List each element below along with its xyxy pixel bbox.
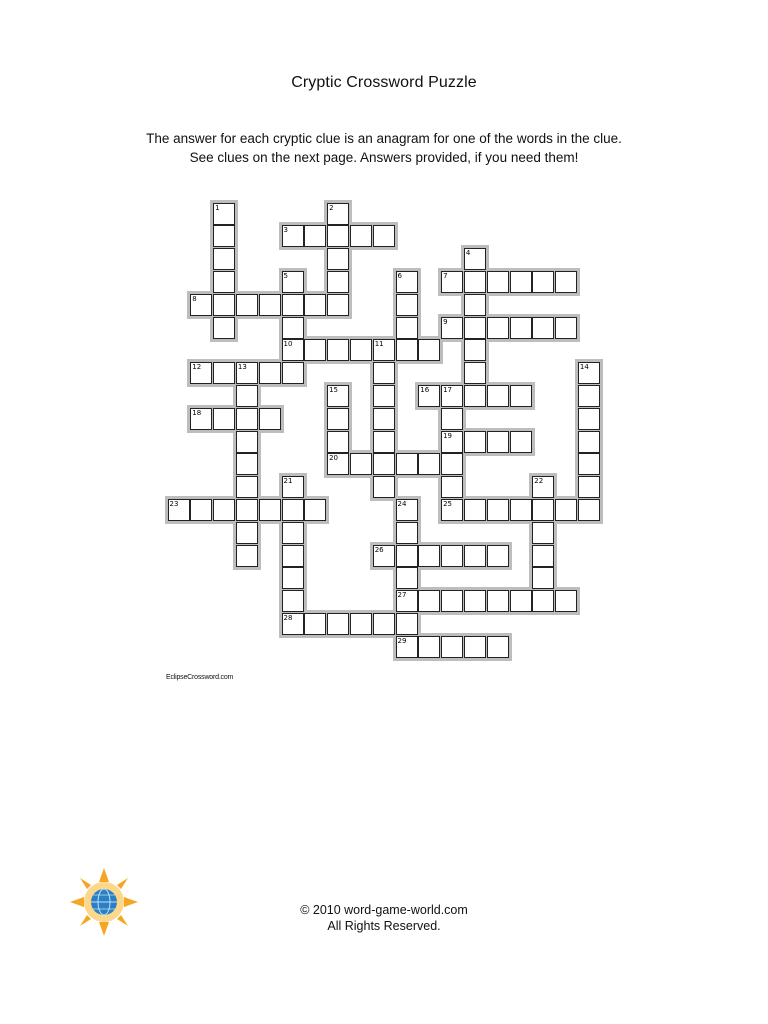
grid-cell[interactable] <box>464 385 486 407</box>
grid-cell[interactable] <box>327 339 349 361</box>
clue-number: 4 <box>465 249 471 258</box>
clue-number: 5 <box>283 271 288 280</box>
clue-number: 2 <box>329 203 334 212</box>
grid-cell[interactable] <box>259 499 281 521</box>
grid-cell[interactable] <box>350 453 372 475</box>
grid-cell[interactable] <box>236 499 258 521</box>
grid-cell[interactable] <box>327 613 349 635</box>
grid-cell[interactable] <box>441 636 463 658</box>
clue-number: 26 <box>374 545 384 554</box>
grid-cell[interactable] <box>259 294 281 316</box>
rights-text: All Rights Reserved. <box>327 919 441 933</box>
grid-cell[interactable] <box>327 408 349 430</box>
grid-cell[interactable] <box>464 317 486 339</box>
grid-cell[interactable] <box>236 476 258 498</box>
world-globe-icon <box>70 868 138 936</box>
grid-cell[interactable] <box>532 317 554 339</box>
footer <box>284 902 484 934</box>
grid-cell[interactable] <box>304 225 326 247</box>
grid-cell[interactable] <box>327 225 349 247</box>
grid-cell[interactable] <box>282 294 304 316</box>
source-label: EclipseCrossword.com <box>166 674 234 681</box>
grid-cell[interactable] <box>418 453 440 475</box>
grid-cell[interactable] <box>555 317 577 339</box>
grid-cell[interactable] <box>532 522 554 544</box>
grid-cell[interactable] <box>464 362 486 384</box>
grid-cell[interactable] <box>396 339 418 361</box>
clue-number: 11 <box>374 340 384 349</box>
instructions-line-2: See clues on the next page. Answers provided, if you need them! <box>189 150 579 165</box>
grid-cell[interactable] <box>396 453 418 475</box>
grid-cell[interactable] <box>213 248 235 270</box>
grid-cell[interactable] <box>441 476 463 498</box>
grid-cell[interactable] <box>236 408 258 430</box>
grid-cell[interactable] <box>578 431 600 453</box>
grid-cell[interactable] <box>487 636 509 658</box>
clue-number: 7 <box>443 271 448 280</box>
grid-cell[interactable] <box>236 522 258 544</box>
clue-number: 12 <box>192 363 202 372</box>
grid-cell[interactable] <box>236 294 258 316</box>
clue-number: 22 <box>534 477 544 486</box>
grid-cell[interactable] <box>487 271 509 293</box>
clue-number: 17 <box>443 385 453 394</box>
grid-cell[interactable] <box>373 362 395 384</box>
grid-cell[interactable] <box>236 453 258 475</box>
grid-cell[interactable] <box>373 225 395 247</box>
grid-cell[interactable] <box>213 317 235 339</box>
grid-cell[interactable] <box>373 408 395 430</box>
clue-number: 19 <box>443 431 453 440</box>
clue-number: 27 <box>397 591 407 600</box>
grid-cell[interactable] <box>213 499 235 521</box>
grid-cell[interactable] <box>282 567 304 589</box>
grid-cell[interactable] <box>236 431 258 453</box>
grid-cell[interactable] <box>418 590 440 612</box>
grid-cell[interactable] <box>373 453 395 475</box>
grid-cell[interactable] <box>213 408 235 430</box>
grid-cell[interactable] <box>464 499 486 521</box>
grid-cell[interactable] <box>259 408 281 430</box>
grid-cell[interactable] <box>510 590 532 612</box>
grid-cell[interactable] <box>487 590 509 612</box>
page-title: Cryptic Crossword Puzzle <box>291 74 477 91</box>
grid-cell[interactable] <box>213 294 235 316</box>
grid-cell[interactable] <box>464 339 486 361</box>
grid-cell[interactable] <box>510 431 532 453</box>
grid-cell[interactable] <box>510 271 532 293</box>
grid-cell[interactable] <box>532 590 554 612</box>
grid-cell[interactable] <box>327 271 349 293</box>
clue-number: 18 <box>192 408 202 417</box>
grid-cell[interactable] <box>555 590 577 612</box>
grid-cell[interactable] <box>532 499 554 521</box>
grid-cell[interactable] <box>532 567 554 589</box>
grid-cell[interactable] <box>578 453 600 475</box>
grid-cell[interactable] <box>304 339 326 361</box>
grid-cell[interactable] <box>236 545 258 567</box>
clue-number: 10 <box>283 340 293 349</box>
grid-cell[interactable] <box>532 545 554 567</box>
clue-number: 16 <box>420 385 430 394</box>
grid-cell[interactable] <box>396 317 418 339</box>
clue-number: 25 <box>443 499 453 508</box>
grid-cell[interactable] <box>464 271 486 293</box>
clue-number: 23 <box>169 499 179 508</box>
grid-cell[interactable] <box>350 225 372 247</box>
grid-cell[interactable] <box>327 294 349 316</box>
grid-cell[interactable] <box>510 385 532 407</box>
grid-cell[interactable] <box>487 317 509 339</box>
grid-cell[interactable] <box>418 636 440 658</box>
clue-number: 24 <box>397 499 407 508</box>
grid-cell[interactable] <box>396 567 418 589</box>
grid-cell[interactable] <box>510 499 532 521</box>
grid-cell[interactable] <box>304 294 326 316</box>
grid-cell[interactable] <box>282 499 304 521</box>
grid-cell[interactable] <box>213 271 235 293</box>
grid-cell[interactable] <box>213 362 235 384</box>
grid-cell[interactable] <box>441 408 463 430</box>
grid-cell[interactable] <box>555 271 577 293</box>
grid-cell[interactable] <box>396 545 418 567</box>
grid-cell[interactable] <box>373 476 395 498</box>
grid-cell[interactable] <box>350 339 372 361</box>
grid-cell[interactable] <box>396 613 418 635</box>
grid-cell[interactable] <box>487 431 509 453</box>
grid-cell[interactable] <box>578 408 600 430</box>
grid-cell[interactable] <box>282 362 304 384</box>
grid-cell[interactable] <box>441 590 463 612</box>
grid-cell[interactable] <box>259 362 281 384</box>
grid-cell[interactable] <box>327 248 349 270</box>
grid-cell[interactable] <box>487 385 509 407</box>
grid-cell[interactable] <box>327 431 349 453</box>
clue-number: 9 <box>443 317 448 326</box>
grid-cell[interactable] <box>464 545 486 567</box>
clue-number: 13 <box>237 363 247 372</box>
grid-cell[interactable] <box>418 545 440 567</box>
clue-number: 1 <box>215 203 220 212</box>
grid-cell[interactable] <box>418 339 440 361</box>
grid-cell[interactable] <box>464 294 486 316</box>
clue-number: 6 <box>397 271 402 280</box>
grid-cell[interactable] <box>282 545 304 567</box>
grid-cell[interactable] <box>441 545 463 567</box>
grid-cell[interactable] <box>350 613 372 635</box>
grid-cell[interactable] <box>282 522 304 544</box>
grid-cell[interactable] <box>396 294 418 316</box>
clue-number: 20 <box>329 454 339 463</box>
grid-cell[interactable] <box>510 317 532 339</box>
grid-cell[interactable] <box>304 613 326 635</box>
clue-number: 29 <box>397 636 407 645</box>
grid-cell[interactable] <box>304 499 326 521</box>
instructions-line-1: The answer for each cryptic clue is an anagram for one of the words in the clue. <box>146 131 622 146</box>
grid-cell[interactable] <box>190 499 212 521</box>
grid-cell[interactable] <box>282 590 304 612</box>
clue-number: 14 <box>579 363 589 372</box>
grid-cell[interactable] <box>213 225 235 247</box>
clue-number: 3 <box>283 226 288 235</box>
grid-cell[interactable] <box>578 476 600 498</box>
clue-number: 21 <box>283 477 293 486</box>
clue-number: 28 <box>283 613 293 622</box>
clue-number: 8 <box>192 294 197 303</box>
clue-number: 15 <box>329 385 339 394</box>
grid-cell[interactable] <box>373 385 395 407</box>
copyright-text: © 2010 word-game-world.com <box>300 903 468 917</box>
grid-cell[interactable] <box>373 431 395 453</box>
grid-cell[interactable] <box>555 499 577 521</box>
grid-cell[interactable] <box>396 522 418 544</box>
grid-cell[interactable] <box>464 590 486 612</box>
grid-cell[interactable] <box>282 317 304 339</box>
grid-cell[interactable] <box>487 545 509 567</box>
grid-cell[interactable] <box>578 499 600 521</box>
grid-cell[interactable] <box>578 385 600 407</box>
grid-cell[interactable] <box>373 613 395 635</box>
grid-cell[interactable] <box>441 453 463 475</box>
grid-cell[interactable] <box>236 385 258 407</box>
grid-cell[interactable] <box>487 499 509 521</box>
grid-cell[interactable] <box>464 431 486 453</box>
grid-cell[interactable] <box>532 271 554 293</box>
grid-cell[interactable] <box>464 636 486 658</box>
